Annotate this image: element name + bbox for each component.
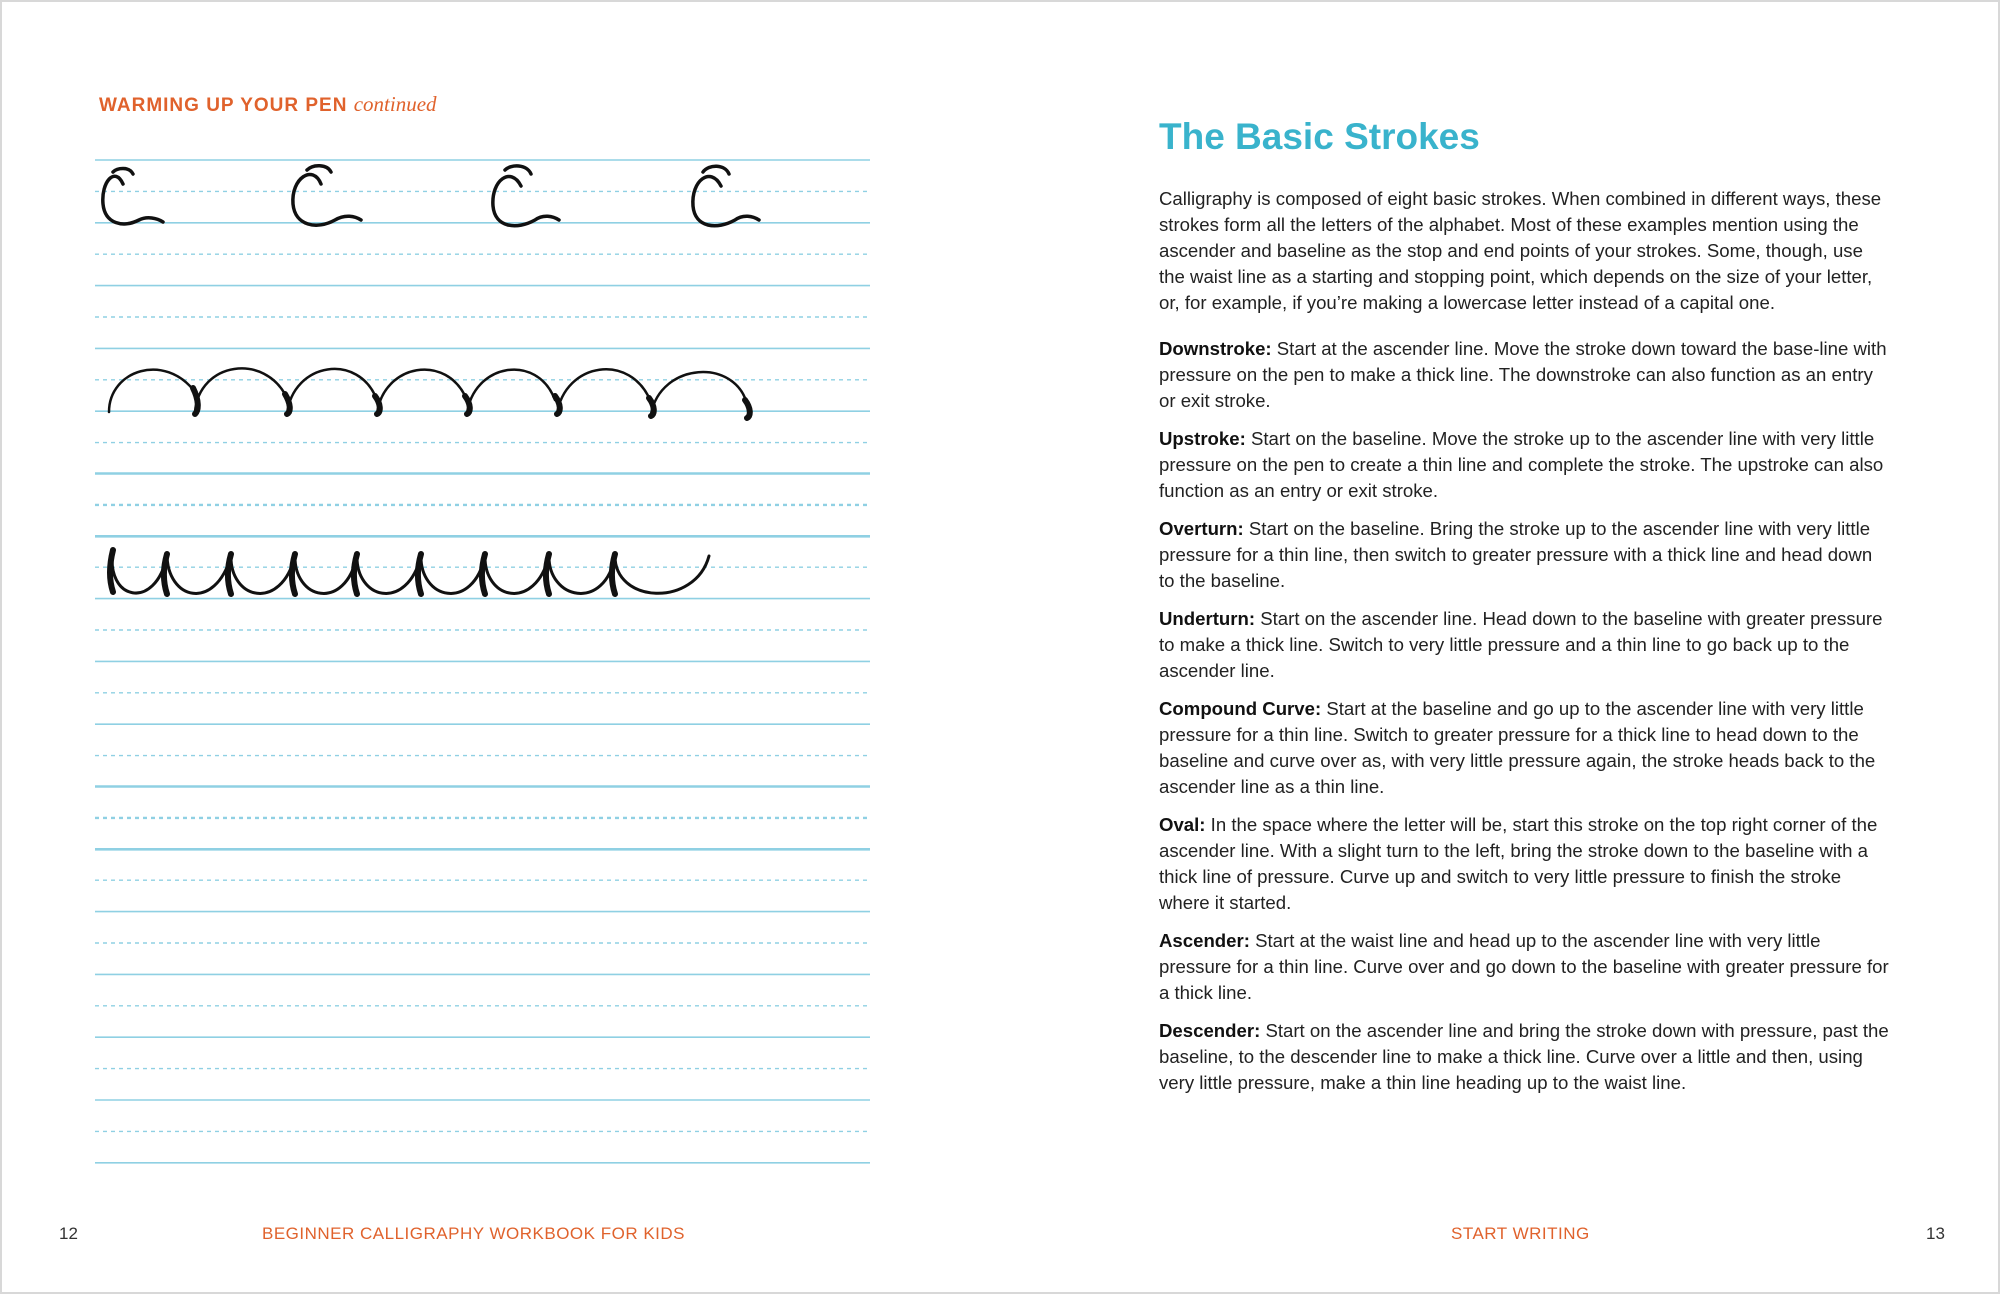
right-page-content [1159,114,1889,1108]
stroke-term: Oval: [1159,814,1206,835]
stroke-description: Start at the waist line and head up to the ascender line with very little pressure for a thin line. Curve over and go down to the baseline with greater pressure for a thick line. [1159,930,1889,1003]
stroke-term: Compound Curve: [1159,698,1322,719]
stroke-description: Start on the baseline. Bring the stroke up to the ascender line with very little pressure for a thin line, then switch to greater pressure with a thick line and head down to the baseline. [1159,518,1873,591]
c-stroke-row [103,166,759,226]
underturn-main [112,550,709,593]
underturn-thick [110,550,615,594]
stroke-description: Start at the ascender line. Move the stroke down toward the base-line with pressure on the pen to make a thick line. The downstroke can also function as an entry or exit stroke. [1159,338,1887,411]
stroke-term: Underturn: [1159,608,1256,629]
stroke-examples [95,152,870,1192]
stroke-definition [1159,812,1889,916]
c-stroke-2 [293,166,361,225]
c-stroke-1 [103,169,163,224]
stroke-term: Downstroke: [1159,338,1272,359]
stroke-term: Ascender: [1159,930,1250,951]
header-continued: continued [353,92,437,116]
underturn-row [110,550,709,594]
stroke-description: Start on the ascender line and bring the stroke down with pressure, past the baseline, to the descender line to make a thick line. Curve over a little and then, using very little pressure, make a thin line heading up to the waist line. [1159,1020,1889,1093]
stroke-description: Start on the ascender line. Head down to the baseline with greater pressure to make a thick line. Switch to very little pressure and a thin line to go back up to the ascender line. [1159,608,1883,681]
stroke-definition [1159,426,1889,504]
stroke-definition [1159,336,1889,414]
practice-area [95,152,870,1192]
overturn-row [109,368,750,418]
stroke-term: Upstroke: [1159,428,1246,449]
book-title-footer: BEGINNER CALLIGRAPHY WORKBOOK FOR KIDS [262,1224,685,1243]
stroke-description: Start at the baseline and go up to the ascender line with very little pressure for a thin line. Switch to greater pressure for a thick line to head down to the baseline and curve over as, with very little pressure again, the stroke heads back to the ascender line as a thin line. [1159,698,1876,797]
stroke-term: Overturn: [1159,518,1244,539]
overturn-thick [193,388,750,418]
c-stroke-3 [493,166,559,226]
stroke-definition [1159,696,1889,800]
page-title: The Basic Strokes [1159,116,1480,157]
page-number-right: 13 [1926,1224,1945,1243]
c-stroke-4 [693,166,759,226]
stroke-term: Descender: [1159,1020,1261,1041]
stroke-description: Start on the baseline. Move the stroke up to the ascender line with very little pressure on the pen to create a thin line and complete the stroke. The upstroke can also function as an entry or exit stroke. [1159,428,1884,501]
intro-paragraph: Calligraphy is composed of eight basic strokes. When combined in different ways, these strokes form all the letters of the alphabet. Most of these examples mention using the ascender and baseline as the stop and end points of your strokes. Some, though, use the waist line as a starting and stopping point, which depends on the size of your letter, or, for example, if you’re making a lowercase letter instead of a capital one. [1159,188,1882,313]
stroke-description: In the space where the letter will be, start this stroke on the top right corner of the ascender line. With a slight turn to the left, bring the stroke down to the baseline with a thick line of pressure. Curve up and switch to very little pressure to finish the stroke where it started. [1159,814,1878,913]
left-page-header [99,92,437,117]
stroke-definition [1159,928,1889,1006]
header-title: WARMING UP YOUR PEN [99,95,348,116]
stroke-definition [1159,606,1889,684]
section-title-footer: START WRITING [1451,1224,1590,1243]
page-number-left: 12 [59,1224,78,1243]
stroke-definition [1159,1018,1889,1096]
stroke-definition [1159,516,1889,594]
